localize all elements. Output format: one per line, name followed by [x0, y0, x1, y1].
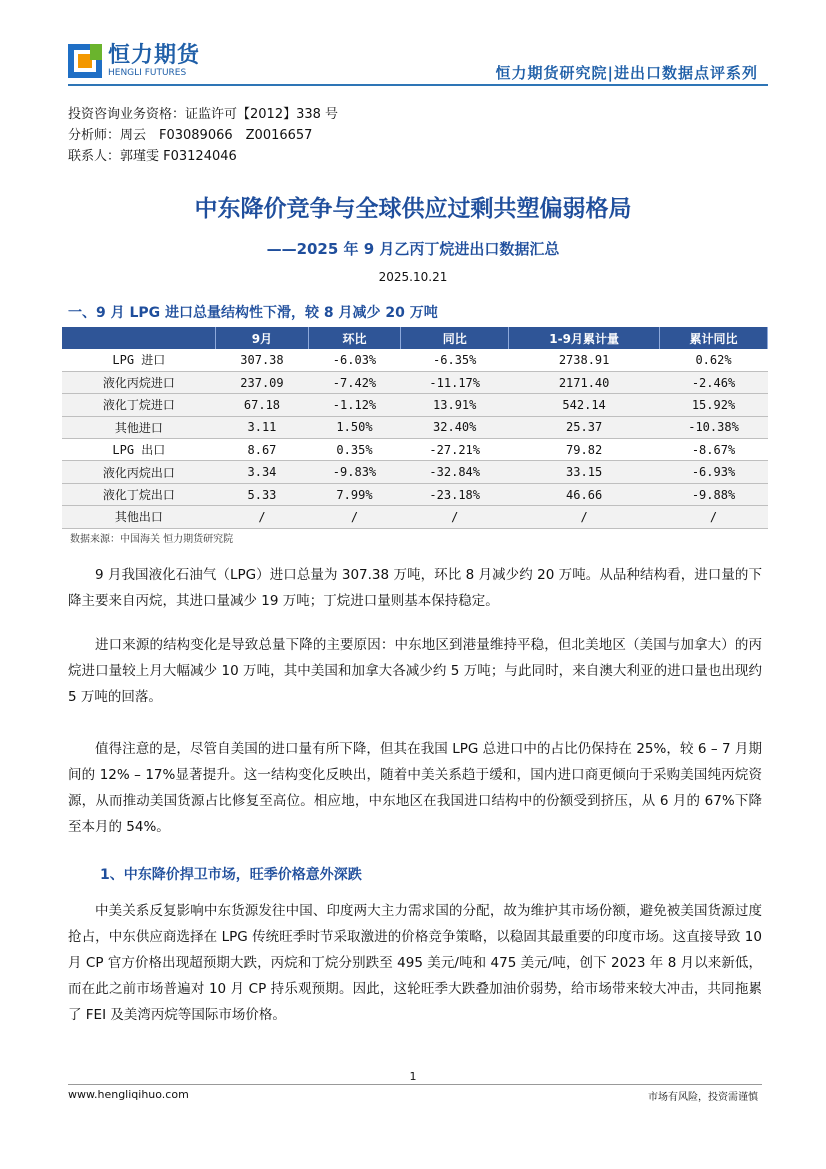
table-cell: -6.03%: [308, 349, 401, 371]
column-header: 累计同比: [660, 327, 768, 349]
table-cell: /: [216, 506, 309, 528]
table-cell: 2738.91: [509, 349, 660, 371]
table-cell: -1.12%: [308, 394, 401, 416]
table-cell: 33.15: [509, 461, 660, 483]
table-row: [62, 506, 768, 528]
risk-notice: 市场有风险，投资需谨慎: [648, 1092, 758, 1103]
row-label: 其他进口: [62, 416, 216, 438]
table-cell: 13.91%: [401, 394, 509, 416]
series-title: 恒力期货研究院|进出口数据点评系列: [495, 64, 758, 82]
row-label: 液化丙烷出口: [62, 461, 216, 483]
table-row: [62, 483, 768, 505]
qualification: 投资咨询业务资格：证监许可【2012】338 号: [68, 107, 339, 122]
table-cell: /: [509, 506, 660, 528]
row-label: 其他出口: [62, 506, 216, 528]
table-cell: 0.62%: [660, 349, 768, 371]
contact: 联系人：郭瑾雯 F03124046: [68, 149, 237, 164]
table-row: [62, 416, 768, 438]
table-cell: /: [401, 506, 509, 528]
analyst: 分析师：周云 F03089066 Z0016657: [68, 128, 313, 143]
table-cell: 32.40%: [401, 416, 509, 438]
table-cell: 2171.40: [509, 371, 660, 393]
table-cell: -32.84%: [401, 461, 509, 483]
table-cell: -10.38%: [660, 416, 768, 438]
table-cell: -8.67%: [660, 439, 768, 461]
table-cell: 15.92%: [660, 394, 768, 416]
logo-cn: 恒力期货: [108, 43, 201, 68]
table-cell: -11.17%: [401, 371, 509, 393]
table-cell: 0.35%: [308, 439, 401, 461]
column-header: 同比: [401, 327, 509, 349]
column-header: [62, 327, 216, 349]
table-cell: -2.46%: [660, 371, 768, 393]
table-row: [62, 371, 768, 393]
table-cell: 79.82: [509, 439, 660, 461]
table-cell: /: [660, 506, 768, 528]
table-cell: 307.38: [216, 349, 309, 371]
report-date: 2025.10.21: [378, 270, 448, 284]
table-cell: /: [308, 506, 401, 528]
row-label: 液化丁烷出口: [62, 483, 216, 505]
hengli-logo: [68, 44, 200, 79]
table-cell: 237.09: [216, 371, 309, 393]
paragraph: 进口来源的结构变化是导致总量下降的主要原因：中东地区到港量维持平稳，但北美地区（美国与加拿大）的丙烷进口量较上月大幅减少 10 万吨，其中美国和加拿大各减少约 5 万吨；与此同时，来自澳大利亚的进口量也出现约 5 万吨的回落。: [68, 637, 762, 705]
column-header: 环比: [308, 327, 401, 349]
row-label: 液化丁烷进口: [62, 394, 216, 416]
column-header: 1-9月累计量: [509, 327, 660, 349]
row-label: LPG 进口: [62, 349, 216, 371]
table-cell: -7.42%: [308, 371, 401, 393]
report-meta: [68, 104, 338, 167]
paragraph: 9 月我国液化石油气（LPG）进口总量为 307.38 万吨，环比 8 月减少约 20 万吨。从品种结构看，进口量的下降主要来自丙烷，其进口量减少 19 万吨；丁烷进口量则基本保持稳定。: [68, 567, 762, 609]
row-label: LPG 出口: [62, 439, 216, 461]
table-cell: 8.67: [216, 439, 309, 461]
table-row: [62, 439, 768, 461]
paragraph: 中美关系反复影响中东货源发往中国、印度两大主力需求国的分配，故为维护其市场份额，避免被美国货源过度抢占，中东供应商选择在 LPG 传统旺季时节采取激进的价格竞争策略，以稳固其最重要的印度市场。这直接导致 10 月 CP 官方价格出现超预期大跌，丙烷和丁烷分别跌至 495 美元/吨和 475 美元/吨，创下 2023 年 8 月以来新低，而在此之前市场普遍对 10 月 CP 持乐观预期。因此，这轮旺季大跌叠加油价弱势，给市场带来较大冲击，共同拖累了 FEI 及美湾丙烷等国际市场价格。: [68, 903, 762, 1023]
table-cell: 1.50%: [308, 416, 401, 438]
table-cell: 3.11: [216, 416, 309, 438]
paragraph: 值得注意的是，尽管自美国的进口量有所下降，但其在我国 LPG 总进口中的占比仍保持在 25%，较 6 – 7 月期间的 12% – 17%显著提升。这一结构变化反映出，随着中美关系趋于缓和，国内进口商更倾向于采购美国纯丙烷资源，从而推动美国货源占比修复至高位。相应地，中东地区在我国进口结构中的份额受到挤压，从 6 月的 67%下降至本月的 54%。: [68, 741, 762, 835]
table-cell: 46.66: [509, 483, 660, 505]
report-title: 中东降价竞争与全球供应过剩共塑偏弱格局: [194, 196, 632, 222]
table-row: [62, 394, 768, 416]
data-source: 数据来源：中国海关 恒力期货研究院: [70, 534, 234, 545]
table-cell: -9.88%: [660, 483, 768, 505]
report-subtitle: ——2025 年 9 月乙丙丁烷进出口数据汇总: [266, 240, 560, 258]
row-label: 液化丙烷进口: [62, 371, 216, 393]
website-link[interactable]: www.hengliqihuo.com: [68, 1088, 189, 1101]
page-header: [68, 44, 768, 86]
table-cell: -6.35%: [401, 349, 509, 371]
footer-divider: [68, 1084, 762, 1085]
table-row: [62, 461, 768, 483]
subsection-heading: 1、中东降价捍卫市场，旺季价格意外深跌: [100, 867, 362, 883]
table-row: [62, 349, 768, 371]
column-header: 9月: [216, 327, 309, 349]
table-cell: -23.18%: [401, 483, 509, 505]
table-cell: 7.99%: [308, 483, 401, 505]
table-cell: -27.21%: [401, 439, 509, 461]
lpg-trade-table: [62, 327, 768, 529]
table-cell: -9.83%: [308, 461, 401, 483]
table-cell: -6.93%: [660, 461, 768, 483]
table-cell: 5.33: [216, 483, 309, 505]
table-cell: 542.14: [509, 394, 660, 416]
logo-en: HENGLI FUTURES: [108, 68, 187, 78]
section-heading: 一、9 月 LPG 进口总量结构性下滑，较 8 月减少 20 万吨: [68, 305, 438, 321]
page-number: 1: [409, 1070, 417, 1083]
logo-icon: [68, 44, 102, 78]
table-cell: 25.37: [509, 416, 660, 438]
table-cell: 3.34: [216, 461, 309, 483]
table-cell: 67.18: [216, 394, 309, 416]
